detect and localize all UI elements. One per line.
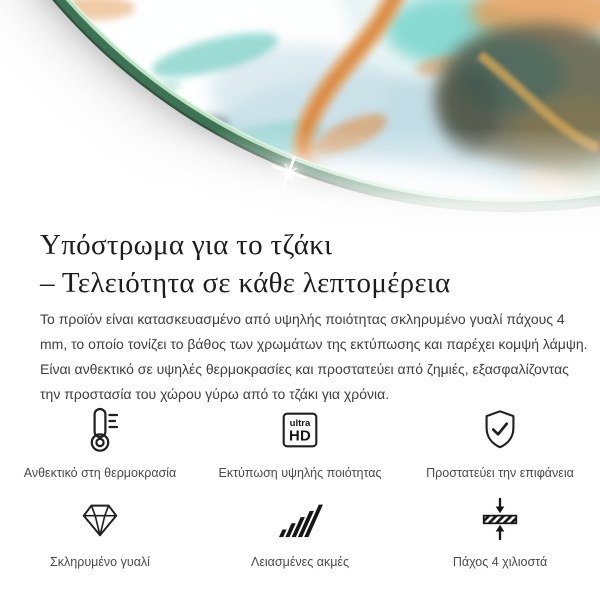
page-title-line2: – Τελειότητα σε κάθε λεπτομέρεια (40, 267, 451, 299)
hd-label: HD (288, 428, 312, 445)
product-image (0, 0, 600, 236)
glass-disc-artwork (0, 0, 600, 236)
feature-label: Εκτύπωση υψηλής ποιότητας (218, 466, 382, 480)
feature-item-print-quality (200, 404, 400, 481)
page-title-line1: Υπόστρωμα για το τζάκι (40, 229, 333, 261)
feature-item-tempered-glass (0, 493, 200, 570)
feature-label: Λειασμένες ακμές (250, 555, 349, 569)
thickness-icon (477, 495, 523, 543)
shield-check-icon (477, 406, 523, 454)
product-description: Το προϊόν είναι κατασκευασμένο από υψηλής ποιότητας σκληρυμένο γυαλί πάχους 4 mm, το οποίο τονίζει το βάθος των χρωμάτων της εκτύπωσης και παρέχει κομψή λάμψη. Είναι ανθεκτικό σε υψηλές θερμοκρασίες και προστατεύει από ζημιές, εξασφαλίζοντας την προστασία του χώρου γύρω από το τζάκι για χρόνια. (40, 311, 588, 402)
page-title (40, 226, 451, 302)
features-grid (0, 404, 600, 570)
feature-item-thickness (400, 493, 600, 570)
hero-bottom-fade (0, 128, 600, 236)
feature-label: Ανθεκτικό στη θερμοκρασία (23, 466, 177, 480)
ultra-label: ultra (289, 418, 311, 430)
feature-label: Προστατεύει την επιφάνεια (426, 466, 574, 480)
diamond-icon (77, 495, 123, 543)
thermometer-icon (76, 406, 124, 454)
feature-label: Σκληρυμένο γυαλί (50, 555, 150, 569)
feature-label: Πάχος 4 χιλιοστά (452, 555, 548, 569)
polished-edges-icon (276, 495, 324, 543)
feature-item-polished-edges (200, 493, 400, 570)
feature-item-surface-protection (400, 404, 600, 481)
feature-item-temperature (0, 404, 200, 481)
ultra-hd-icon (277, 406, 323, 454)
